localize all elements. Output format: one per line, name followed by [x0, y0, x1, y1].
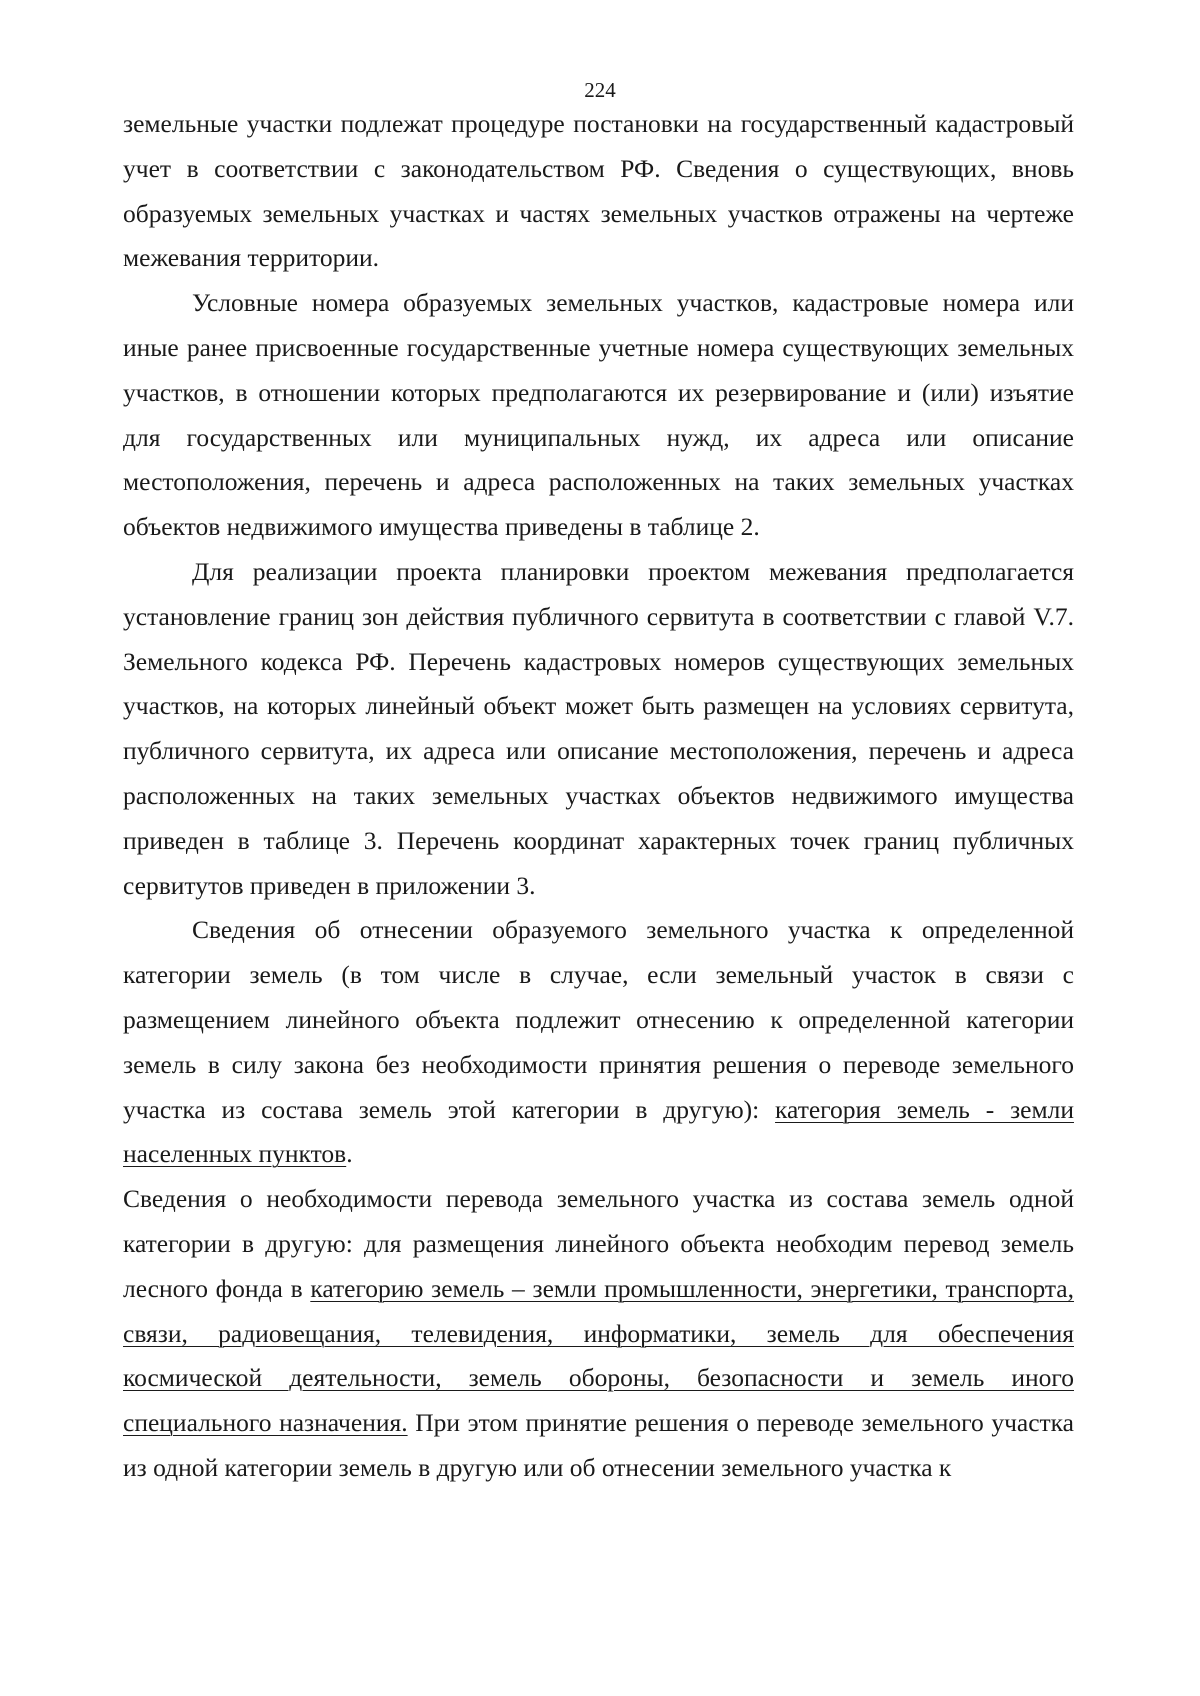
page-number: 224: [584, 78, 616, 102]
paragraph-land-category: [123, 908, 1074, 1177]
paragraph-public-servitude: Для реализации проекта планировки проектом межевания предполагается установление границ зон действия публичного сервитута в соответствии с главой V.7. Земельного кодекса РФ. Перечень кадастровых номеров существующих земельных участков, на которых линейный объект может быть размещен на условиях сервитута, публичного сервитута, их адреса или описание местоположения, перечень и адреса расположенных на таких земельных участках объектов недвижимого имущества приведен в таблице 3. Перечень координат характерных точек границ публичных сервитутов приведен в приложении 3.: [123, 556, 1074, 900]
paragraph-land-transfer: [123, 1177, 1074, 1491]
land-transfer-underlined: категорию земель – земли промышленности, энергетики, транспорта, связи, радиовещания, телевидения, информатики, земель для обеспечения космической деятельности, земель обороны, безопасности и земель иного специального назначения.: [123, 1273, 1075, 1438]
land-category-end: .: [346, 1139, 353, 1169]
land-transfer-text: Сведения о необходимости перевода земельного участка из состава земель одной категории в другую: для размещения линейного объекта необходим перевод земель лесного фонда в: [123, 1184, 1074, 1303]
paragraph-conditional-numbers: Условные номера образуемых земельных участков, кадастровые номера или иные ранее присвоенные государственные учетные номера существующих земельных участков, в отношении которых предполагаются их резервирование и (или) изъятие для государственных или муниципальных нужд, их адреса или описание местоположения, перечень и адреса расположенных на таких земельных участках объектов недвижимого имущества приведены в таблице 2.: [123, 288, 1074, 542]
land-transfer-end: При этом принятие решения о переводе земельного участка из одной категории земель в другую или об отнесении земельного участка к: [123, 1408, 1075, 1482]
land-category-text: Сведения об отнесении образуемого земельного участка к определенной категории земель (в том числе в случае, если земельный участок в связи с размещением линейного объекта подлежит отнесению к определенной категории земель в силу закона без необходимости принятия решения о переводе земельного участка из состава земель этой категории в другую):: [123, 915, 1074, 1124]
land-category-underlined: категория земель - земли населенных пунктов: [123, 1094, 1074, 1169]
document-body: [123, 102, 1074, 1491]
paragraph-cadastral-registration: земельные участки подлежат процедуре постановки на государственный кадастровый учет в соответствии с законодательством РФ. Сведения о существующих, вновь образуемых земельных участках и частях земельных участков отражены на чертеже межевания территории.: [123, 109, 1074, 273]
